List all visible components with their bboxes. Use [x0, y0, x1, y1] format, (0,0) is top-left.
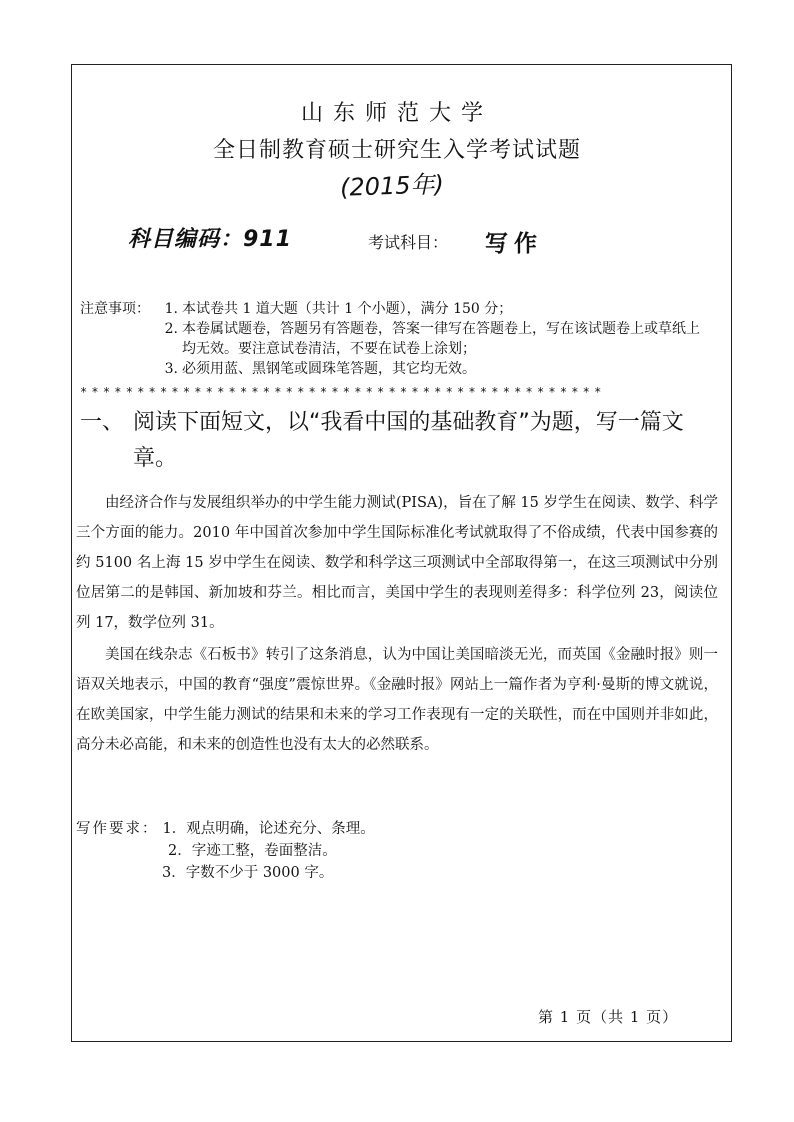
requirement-item: 2．字迹工整，卷面整洁。 [168, 843, 337, 859]
page-number: 第 1 页（共 1 页） [538, 1008, 679, 1026]
requirement-item: 1．观点明确，论述充分、条理。 [162, 821, 375, 837]
passage-paragraph: 由经济合作与发展组织举办的中学生能力测试(PISA)，旨在了解 15 岁学生在阅读、数学、科学三个方面的能力。2010 年中国首次参加中学生国际标准化考试就取得了不俗成绩，代表中国参赛的约 5100 名上海 15 岁中学生在阅读、数学和科学这三项测试中全部取得第一，在这三项测试中分别位居第二的是韩国、新加坡和芬兰。相比而言，美国中学生的表现则差得多：科学位列 23，阅读位列 17，数学位列 31。 [76, 495, 718, 631]
question-prompt: 阅读下面短文，以“我看中国的基础教育”为题，写一篇文章。 [133, 410, 684, 471]
notes-label: 注意事项： [80, 301, 150, 317]
passage-paragraph: 美国在线杂志《石板书》转引了这条消息，认为中国让美国暗淡无光，而英国《金融时报》则一语双关地表示，中国的教育“强度”震惊世界。《金融时报》网站上一篇作者为亨利·曼斯的博文就说，在欧美国家，中学生能力测试的结果和未来的学习工作表现有一定的关联性，而在中国则并非如此，高分未必高能，和未来的创造性也没有太大的必然联系。 [76, 647, 718, 753]
note-text: 本卷属试题卷，答题另有答题卷，答案一律写在答题卷上，写在该试题卷上或草纸上均无效。要注意试卷清洁，不要在试卷上涂划； [182, 321, 700, 357]
star-separator: ********************************************** [80, 385, 606, 399]
note-text: 本试卷共 1 道大题（共计 1 个小题），满分 150 分； [182, 301, 513, 317]
note-row-1 [80, 299, 707, 319]
question-number: 一、 [80, 410, 125, 435]
note-text: 必须用蓝、黑钢笔或圆珠笔答题，其它均无效。 [182, 361, 476, 377]
note-number: 1. [164, 301, 178, 317]
university-name: 山东师范大学 [300, 101, 493, 126]
subject-value: 写作 [485, 230, 543, 257]
requirement-item: 3．字数不少于 3000 字。 [162, 865, 334, 881]
note-number: 3. [164, 361, 178, 377]
exam-notes [80, 299, 707, 379]
subject-label: 考试科目： [368, 233, 449, 252]
exam-title: 全日制教育硕士研究生入学考试试题 [212, 138, 581, 163]
requirements-label: 写作要求： [76, 821, 159, 837]
note-row-2 [80, 319, 707, 359]
note-row-3 [80, 359, 707, 379]
year-handwritten: (2015年) [339, 170, 445, 202]
note-number: 2. [164, 321, 178, 337]
subject-code-handwritten: 科目编码：911 [128, 227, 292, 252]
writing-requirements [76, 818, 375, 884]
reading-passage [76, 488, 718, 762]
